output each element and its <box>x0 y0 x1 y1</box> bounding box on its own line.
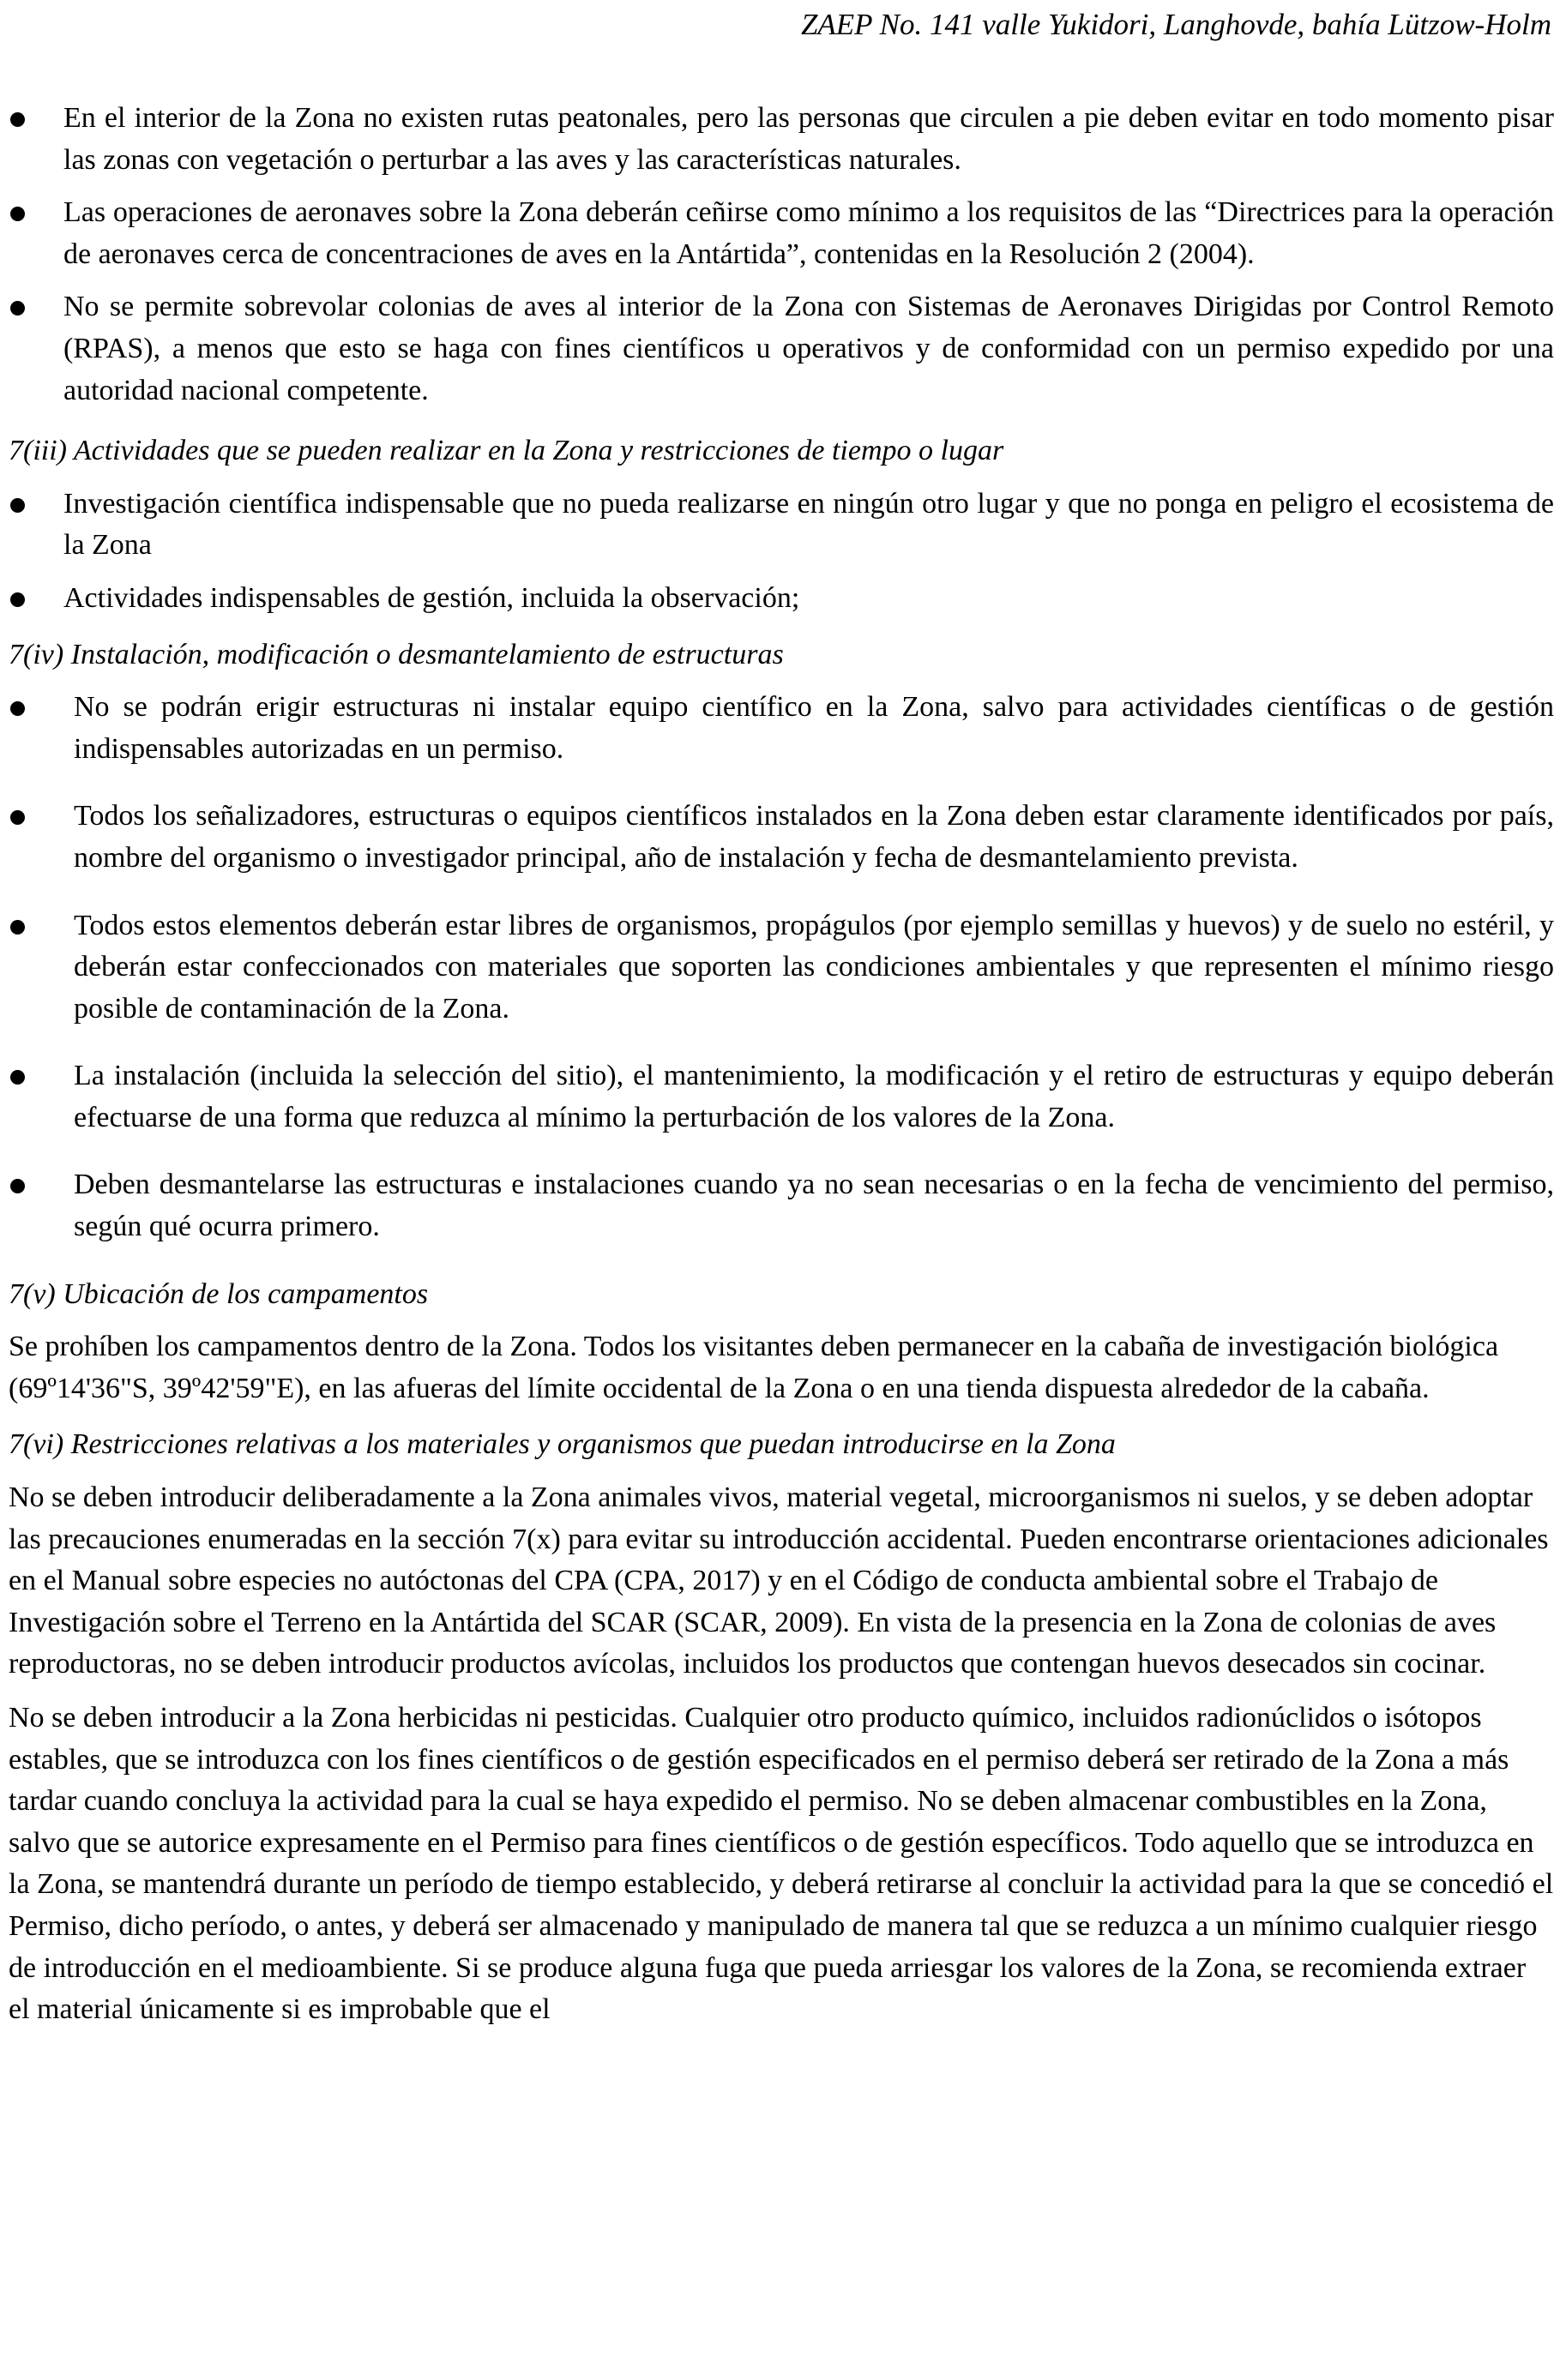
section-7iv-bullet-list <box>9 687 1554 1248</box>
paragraph: No se deben introducir a la Zona herbicidas ni pesticidas. Cualquier otro producto químico, incluidos radionúclidos o isótopos estables, que se introduzca con los fines científicos o de gestión especificados en el permiso deberá ser retirado de la Zona a más tardar cuando concluya la actividad para la cual se haya expedido el permiso. No se deben almacenar combustibles en la Zona, salvo que se autorice expresamente en el Permiso para fines científicos o de gestión específicos. Todo aquello que se introduzca en la Zona, se mantendrá durante un período de tiempo establecido, y deberá retirarse al concluir la actividad para la que se concedió el Permiso, dicho período, o antes, y deberá ser almacenado y manipulado de manera tal que se reduzca a un mínimo cualquier riesgo de introducción en el medioambiente. Si se produce alguna fuga que pueda arriesgar los valores de la Zona, se recomienda extraer el material únicamente si es improbable que el <box>9 1702 1554 2026</box>
bullet-text: Las operaciones de aeronaves sobre la Zona deberán ceñirse como mínimo a los requisitos de las “Directrices para la operación de aeronaves cerca de concentraciones de aves en la Antártida”, contenidas en la Resolución 2 (2004). <box>63 196 1554 270</box>
section-heading-7iii: 7(iii) Actividades que se pueden realizar en la Zona y restricciones de tiempo o lugar <box>9 435 1004 467</box>
bullet-text: Actividades indispensables de gestión, incluida la observación; <box>63 581 800 614</box>
section-7iii-bullet-list <box>9 484 1554 620</box>
bullet-dot-icon <box>10 498 25 513</box>
bullet-text: Todos estos elementos deberán estar libres de organismos, propágulos (por ejemplo semillas y huevos) y de suelo no estéril, y deberán estar confeccionados con materiales que soporten las condiciones ambientales y que representen el mínimo riesgo posible de contaminación de la Zona. <box>74 909 1554 1025</box>
bullet-dot-icon <box>10 112 25 127</box>
bullet-dot-icon <box>10 592 25 607</box>
bullet-text: No se podrán erigir estructuras ni instalar equipo científico en la Zona, salvo para actividades científicas o de gestión indispensables autorizadas en un permiso. <box>74 691 1554 765</box>
bullet-dot-icon <box>10 207 25 221</box>
bullet-dot-icon <box>10 701 25 716</box>
list-item <box>9 98 1554 181</box>
list-item <box>9 905 1554 1031</box>
list-item <box>9 286 1554 412</box>
running-header: ZAEP No. 141 valle Yukidori, Langhovde, bahía Lützow-Holm <box>800 8 1551 41</box>
bullet-text: Deben desmantelarse las estructuras e instalaciones cuando ya no sean necesarias o en la fecha de vencimiento del permiso, según qué ocurra primero. <box>74 1169 1554 1243</box>
list-item <box>9 1055 1554 1139</box>
bullet-text: Todos los señalizadores, estructuras o equipos científicos instalados en la Zona deben estar claramente identificados por país, nombre del organismo o investigador principal, año de instalación y fecha de desmantelamiento prevista. <box>74 800 1554 874</box>
list-item <box>9 484 1554 567</box>
bullet-text: La instalación (incluida la selección del sitio), el mantenimiento, la modificación y el retiro de estructuras y equipo deberán efectuarse de una forma que reduzca al mínimo la perturbación de los valores de la Zona. <box>74 1060 1554 1133</box>
list-item <box>9 1164 1554 1247</box>
bullet-dot-icon <box>10 301 25 316</box>
bullet-dot-icon <box>10 1070 25 1085</box>
list-item <box>9 192 1554 275</box>
section-heading-7iv: 7(iv) Instalación, modificación o desmantelamiento de estructuras <box>9 638 784 670</box>
list-item <box>9 796 1554 879</box>
bullet-dot-icon <box>10 810 25 825</box>
intro-bullet-list <box>9 98 1554 412</box>
section-heading-7v: 7(v) Ubicación de los campamentos <box>9 1277 429 1310</box>
bullet-dot-icon <box>10 920 25 935</box>
paragraph: No se deben introducir deliberadamente a la Zona animales vivos, material vegetal, microorganismos ni suelos, y se deben adoptar las precauciones enumeradas en la sección 7(x) para evitar su introducción accidental. Pueden encontrarse orientaciones adicionales en el Manual sobre especies no autóctonas del CPA (CPA, 2017) y en el Código de conducta ambiental sobre el Trabajo de Investigación sobre el Terreno en la Antártida del SCAR (SCAR, 2009). En vista de la presencia en la Zona de colonias de aves reproductoras, no se deben introducir productos avícolas, incluidos los productos que contengan huevos desecados sin cocinar. <box>9 1481 1549 1680</box>
paragraph: Se prohíben los campamentos dentro de la Zona. Todos los visitantes deben permanecer en la cabaña de investigación biológica (69º14'36"S, 39º42'59"E), en las afueras del límite occidental de la Zona o en una tienda dispuesta alrededor de la cabaña. <box>9 1331 1499 1404</box>
document-body <box>9 98 1554 2043</box>
list-item <box>9 687 1554 770</box>
list-item <box>9 578 1554 620</box>
bullet-text: Investigación científica indispensable que no pueda realizarse en ningún otro lugar y que no ponga en peligro el ecosistema de la Zona <box>63 487 1554 562</box>
bullet-dot-icon <box>10 1179 25 1193</box>
section-heading-7vi: 7(vi) Restricciones relativas a los materiales y organismos que puedan introducirse en la Zona <box>9 1428 1116 1461</box>
bullet-text: No se permite sobrevolar colonias de aves al interior de la Zona con Sistemas de Aeronaves Dirigidas por Control Remoto (RPAS), a menos que esto se haga con fines científicos u operativos y de conformidad con un permiso expedido por una autoridad nacional competente. <box>63 291 1554 406</box>
bullet-text: En el interior de la Zona no existen rutas peatonales, pero las personas que circulen a pie deben evitar en todo momento pisar las zonas con vegetación o perturbar a las aves y las características naturales. <box>63 102 1554 176</box>
